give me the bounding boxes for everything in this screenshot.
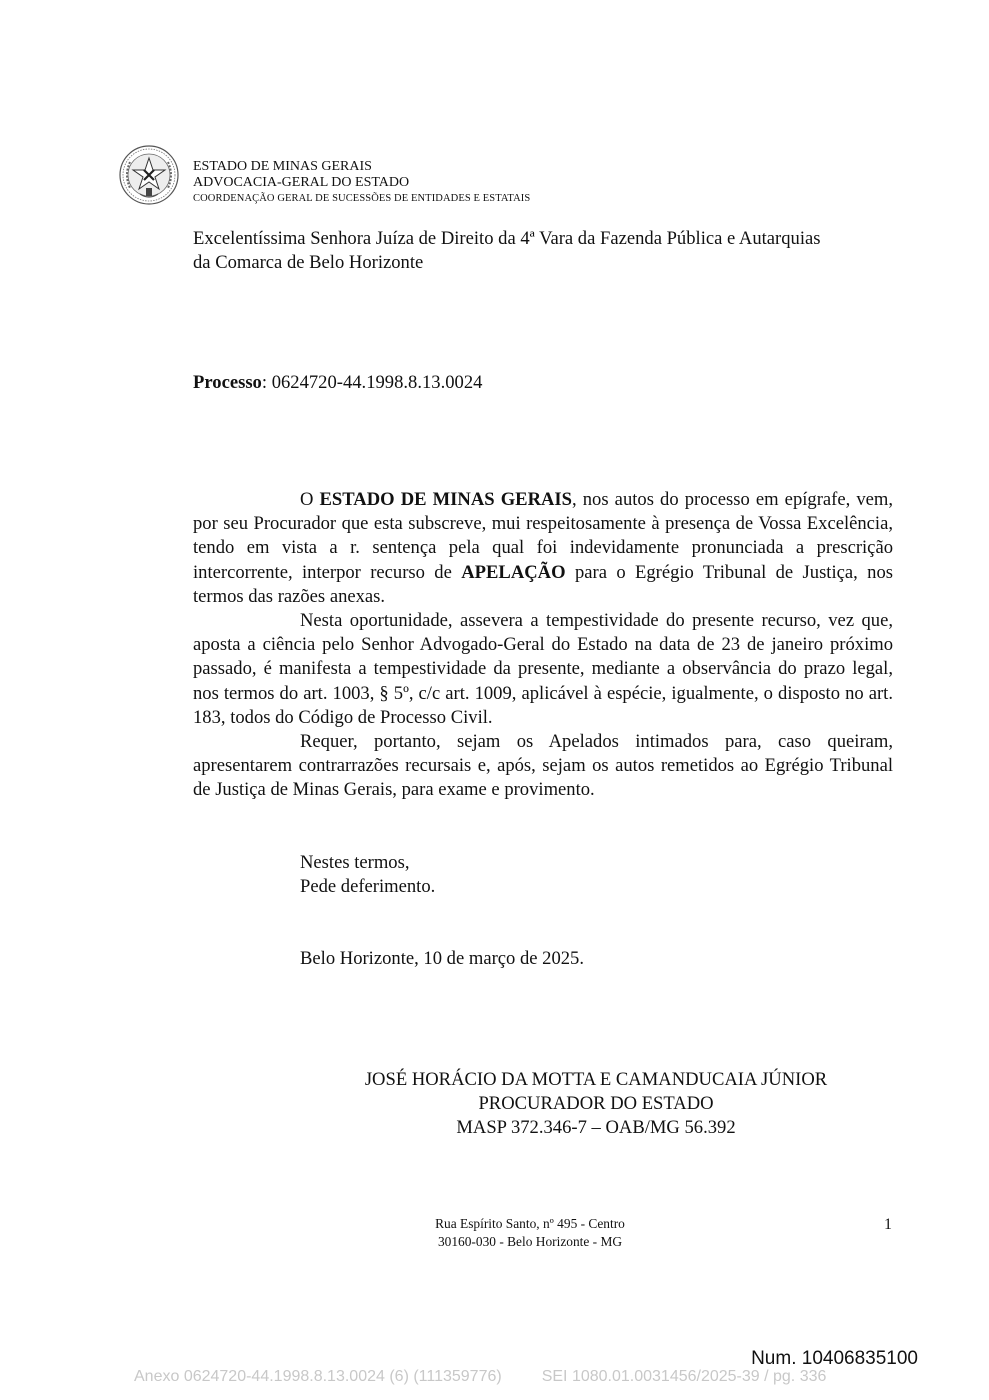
- letterhead-agency: ADVOCACIA-GERAL DO ESTADO: [193, 175, 410, 190]
- signer-title: PROCURADOR DO ESTADO: [478, 1093, 714, 1114]
- closing-line-1: Nestes termos,: [300, 852, 410, 873]
- footer-address-line-1: Rua Espírito Santo, nº 495 - Centro: [435, 1216, 625, 1231]
- p1-party-name: ESTADO DE MINAS GERAIS: [319, 489, 573, 510]
- p1-mid: , nos autos do processo em epígrafe, vem, por seu Procurador que esta subscreve, mui respeitosamente à presença de Vossa Excelência, tendo em vista a r. sentença pela qual foi indevidamente pronunciada a prescrição intercorrente, interpor recurso de: [193, 489, 893, 583]
- footer-address-line-2: 30160-030 - Belo Horizonte - MG: [437, 1234, 623, 1249]
- petition-body: [193, 488, 893, 803]
- place-date: Belo Horizonte, 10 de março de 2025.: [300, 948, 584, 969]
- process-value: 0624720-44.1998.8.13.0024: [271, 372, 483, 393]
- addressee-line-2: da Comarca de Belo Horizonte: [193, 252, 424, 273]
- p1-pre: O: [300, 489, 320, 510]
- footer-address: [380, 1215, 680, 1251]
- addressee-line-1: Excelentíssima Senhora Juíza de Direito da 4ª Vara da Fazenda Pública e Autarquias: [193, 228, 821, 249]
- paragraph-1: [193, 488, 893, 609]
- process-separator: :: [261, 372, 272, 393]
- letterhead-state: ESTADO DE MINAS GERAIS: [193, 159, 372, 174]
- process-number: [193, 371, 482, 395]
- document-number-stamp: Num. 10406835100: [751, 1348, 918, 1369]
- minas-gerais-coat-of-arms-icon: [118, 144, 180, 206]
- signer-name: JOSÉ HORÁCIO DA MOTTA E CAMANDUCAIA JÚNIOR: [364, 1069, 828, 1090]
- annex-stamp-left: Anexo 0624720-44.1998.8.13.0024 (6) (111359776): [134, 1368, 502, 1385]
- letterhead: [193, 159, 530, 207]
- paragraph-2: Nesta oportunidade, assevera a tempestividade do presente recurso, vez que, aposta a ciência pelo Senhor Advogado-Geral do Estado na data de 23 de janeiro próximo passado, é manifesta a tempestividade da presente, mediante a observância do prazo legal, nos termos do art. 1003, § 5º, c/c art. 1009, aplicável à espécie, igualmente, o disposto no art. 183, todos do Código de Processo Civil.: [193, 610, 893, 728]
- p1-appeal-type: APELAÇÃO: [461, 561, 566, 583]
- page-number: 1: [884, 1216, 892, 1233]
- closing-line-2: Pede deferimento.: [300, 876, 436, 897]
- addressee: [193, 227, 903, 275]
- annex-stamp: [134, 1368, 826, 1386]
- letterhead-coordination: COORDENAÇÃO GERAL DE SUCESSÕES DE ENTIDADES E ESTATAIS: [193, 193, 531, 204]
- paragraph-3: Requer, portanto, sejam os Apelados intimados para, caso queiram, apresentarem contrarrazões recursais e, após, sejam os autos remetidos ao Egrégio Tribunal de Justiça de Minas Gerais, para exame e provimento.: [193, 731, 893, 801]
- p1-post: para o Egrégio Tribunal de Justiça, nos termos das razões anexas.: [193, 561, 893, 607]
- annex-stamp-right: SEI 1080.01.0031456/2025-39 / pg. 336: [541, 1368, 827, 1385]
- signature-block: [296, 1068, 896, 1140]
- signer-ids: MASP 372.346-7 – OAB/MG 56.392: [456, 1117, 736, 1138]
- closing: [300, 851, 435, 899]
- process-label: Processo: [193, 372, 262, 393]
